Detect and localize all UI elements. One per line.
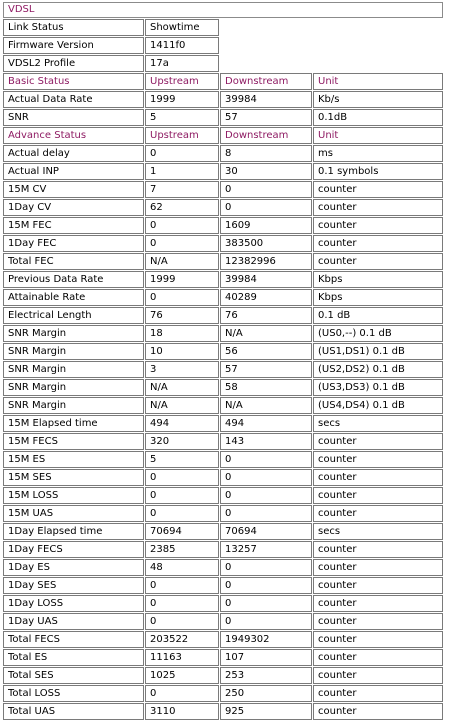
upstream-value: 5 xyxy=(145,451,219,468)
downstream-value: 12382996 xyxy=(220,253,312,270)
info-label: Link Status xyxy=(3,19,144,36)
upstream-value: 62 xyxy=(145,199,219,216)
table-row xyxy=(3,595,443,612)
upstream-value: 7 xyxy=(145,181,219,198)
advance-status-header-downstream: Downstream xyxy=(220,127,312,144)
downstream-value: 925 xyxy=(220,703,312,720)
row-label: Total FEC xyxy=(3,253,144,270)
downstream-value: 0 xyxy=(220,487,312,504)
downstream-value: N/A xyxy=(220,325,312,342)
unit: (US0,--) 0.1 dB xyxy=(313,325,443,342)
row-label: 15M FEC xyxy=(3,217,144,234)
row-label: SNR Margin xyxy=(3,361,144,378)
upstream-value: 203522 xyxy=(145,631,219,648)
row-label: 15M UAS xyxy=(3,505,144,522)
downstream-value: 58 xyxy=(220,379,312,396)
basic-status-header-unit: Unit xyxy=(313,73,443,90)
table-row xyxy=(3,343,443,360)
unit: counter xyxy=(313,505,443,522)
table-row xyxy=(3,415,443,432)
table-row xyxy=(3,649,443,666)
downstream-value: 13257 xyxy=(220,541,312,558)
unit: counter xyxy=(313,181,443,198)
upstream-value: 0 xyxy=(145,595,219,612)
upstream-value: N/A xyxy=(145,379,219,396)
unit: counter xyxy=(313,451,443,468)
title-row xyxy=(3,2,443,18)
row-label: 15M ES xyxy=(3,451,144,468)
basic-status-header-row xyxy=(3,73,443,90)
upstream-value: 0 xyxy=(145,145,219,162)
vdsl-status-table xyxy=(2,1,444,721)
row-label: 15M CV xyxy=(3,181,144,198)
upstream-value: 0 xyxy=(145,469,219,486)
unit: counter xyxy=(313,613,443,630)
row-label: 1Day FEC xyxy=(3,235,144,252)
unit: secs xyxy=(313,415,443,432)
row-label: Actual INP xyxy=(3,163,144,180)
downstream-value: 0 xyxy=(220,451,312,468)
downstream-value: 0 xyxy=(220,199,312,216)
advance-status-header-row xyxy=(3,127,443,144)
empty-cell xyxy=(220,19,443,36)
unit: counter xyxy=(313,253,443,270)
table-row xyxy=(3,361,443,378)
unit: counter xyxy=(313,487,443,504)
table-row xyxy=(3,631,443,648)
downstream-value: 76 xyxy=(220,307,312,324)
info-row-firmware xyxy=(3,37,443,54)
unit: 0.1dB xyxy=(313,109,443,126)
downstream-value: 250 xyxy=(220,685,312,702)
unit: counter xyxy=(313,595,443,612)
basic-status-header-upstream: Upstream xyxy=(145,73,219,90)
info-value: 17a xyxy=(145,55,219,72)
empty-cell xyxy=(220,37,443,54)
unit: counter xyxy=(313,667,443,684)
row-label: SNR Margin xyxy=(3,343,144,360)
row-label: SNR Margin xyxy=(3,397,144,414)
upstream-value: 0 xyxy=(145,685,219,702)
info-value: Showtime xyxy=(145,19,219,36)
unit: (US4,DS4) 0.1 dB xyxy=(313,397,443,414)
downstream-value: 57 xyxy=(220,109,312,126)
downstream-value: 0 xyxy=(220,469,312,486)
row-label: Electrical Length xyxy=(3,307,144,324)
upstream-value: N/A xyxy=(145,397,219,414)
unit: counter xyxy=(313,235,443,252)
row-label: 1Day CV xyxy=(3,199,144,216)
table-row xyxy=(3,703,443,720)
unit: counter xyxy=(313,685,443,702)
table-row xyxy=(3,505,443,522)
table-row xyxy=(3,253,443,270)
table-row xyxy=(3,217,443,234)
unit: counter xyxy=(313,217,443,234)
upstream-value: 0 xyxy=(145,217,219,234)
downstream-value: 253 xyxy=(220,667,312,684)
info-row-profile xyxy=(3,55,443,72)
upstream-value: 48 xyxy=(145,559,219,576)
upstream-value: N/A xyxy=(145,253,219,270)
unit: counter xyxy=(313,433,443,450)
unit: counter xyxy=(313,577,443,594)
row-label: Previous Data Rate xyxy=(3,271,144,288)
info-label: Firmware Version xyxy=(3,37,144,54)
downstream-value: 494 xyxy=(220,415,312,432)
upstream-value: 494 xyxy=(145,415,219,432)
row-label: 1Day ES xyxy=(3,559,144,576)
table-row xyxy=(3,469,443,486)
upstream-value: 18 xyxy=(145,325,219,342)
downstream-value: 57 xyxy=(220,361,312,378)
unit: counter xyxy=(313,649,443,666)
unit: (US2,DS2) 0.1 dB xyxy=(313,361,443,378)
upstream-value: 11163 xyxy=(145,649,219,666)
unit: Kb/s xyxy=(313,91,443,108)
row-label: Actual Data Rate xyxy=(3,91,144,108)
vdsl-status-body xyxy=(3,2,443,720)
table-row xyxy=(3,397,443,414)
upstream-value: 1025 xyxy=(145,667,219,684)
upstream-value: 3110 xyxy=(145,703,219,720)
table-row xyxy=(3,109,443,126)
upstream-value: 0 xyxy=(145,289,219,306)
unit: ms xyxy=(313,145,443,162)
upstream-value: 70694 xyxy=(145,523,219,540)
upstream-value: 0 xyxy=(145,487,219,504)
upstream-value: 10 xyxy=(145,343,219,360)
upstream-value: 5 xyxy=(145,109,219,126)
table-row xyxy=(3,235,443,252)
table-row xyxy=(3,523,443,540)
table-row xyxy=(3,145,443,162)
row-label: 15M LOSS xyxy=(3,487,144,504)
downstream-value: 0 xyxy=(220,595,312,612)
unit: counter xyxy=(313,703,443,720)
advance-status-header-unit: Unit xyxy=(313,127,443,144)
row-label: SNR Margin xyxy=(3,379,144,396)
downstream-value: 40289 xyxy=(220,289,312,306)
upstream-value: 0 xyxy=(145,577,219,594)
downstream-value: 1949302 xyxy=(220,631,312,648)
vdsl-status-panel xyxy=(2,1,444,721)
row-label: Total SES xyxy=(3,667,144,684)
row-label: SNR Margin xyxy=(3,325,144,342)
table-row xyxy=(3,433,443,450)
unit: Kbps xyxy=(313,289,443,306)
downstream-value: 8 xyxy=(220,145,312,162)
table-row xyxy=(3,325,443,342)
row-label: 15M SES xyxy=(3,469,144,486)
unit: counter xyxy=(313,631,443,648)
basic-status-header-downstream: Downstream xyxy=(220,73,312,90)
row-label: 1Day LOSS xyxy=(3,595,144,612)
row-label: SNR xyxy=(3,109,144,126)
advance-status-header-upstream: Upstream xyxy=(145,127,219,144)
downstream-value: 0 xyxy=(220,577,312,594)
downstream-value: 39984 xyxy=(220,91,312,108)
table-row xyxy=(3,91,443,108)
table-row xyxy=(3,271,443,288)
unit: Kbps xyxy=(313,271,443,288)
table-row xyxy=(3,199,443,216)
upstream-value: 76 xyxy=(145,307,219,324)
upstream-value: 0 xyxy=(145,505,219,522)
upstream-value: 1999 xyxy=(145,271,219,288)
downstream-value: 70694 xyxy=(220,523,312,540)
downstream-value: 56 xyxy=(220,343,312,360)
info-row-link-status xyxy=(3,19,443,36)
table-row xyxy=(3,613,443,630)
downstream-value: 383500 xyxy=(220,235,312,252)
downstream-value: 30 xyxy=(220,163,312,180)
row-label: Total LOSS xyxy=(3,685,144,702)
upstream-value: 3 xyxy=(145,361,219,378)
table-row xyxy=(3,181,443,198)
upstream-value: 320 xyxy=(145,433,219,450)
unit: secs xyxy=(313,523,443,540)
row-label: 1Day UAS xyxy=(3,613,144,630)
downstream-value: N/A xyxy=(220,397,312,414)
unit: (US3,DS3) 0.1 dB xyxy=(313,379,443,396)
upstream-value: 1 xyxy=(145,163,219,180)
upstream-value: 0 xyxy=(145,613,219,630)
table-row xyxy=(3,487,443,504)
row-label: 1Day SES xyxy=(3,577,144,594)
upstream-value: 1999 xyxy=(145,91,219,108)
row-label: Actual delay xyxy=(3,145,144,162)
row-label: 15M Elapsed time xyxy=(3,415,144,432)
row-label: Attainable Rate xyxy=(3,289,144,306)
table-row xyxy=(3,289,443,306)
table-row xyxy=(3,559,443,576)
downstream-value: 1609 xyxy=(220,217,312,234)
downstream-value: 0 xyxy=(220,613,312,630)
downstream-value: 0 xyxy=(220,559,312,576)
row-label: 1Day Elapsed time xyxy=(3,523,144,540)
unit: counter xyxy=(313,469,443,486)
upstream-value: 0 xyxy=(145,235,219,252)
advance-status-header-label: Advance Status xyxy=(3,127,144,144)
downstream-value: 143 xyxy=(220,433,312,450)
table-row xyxy=(3,577,443,594)
row-label: Total FECS xyxy=(3,631,144,648)
row-label: 15M FECS xyxy=(3,433,144,450)
row-label: 1Day FECS xyxy=(3,541,144,558)
downstream-value: 0 xyxy=(220,181,312,198)
empty-cell xyxy=(220,55,443,72)
upstream-value: 2385 xyxy=(145,541,219,558)
table-row xyxy=(3,163,443,180)
unit: (US1,DS1) 0.1 dB xyxy=(313,343,443,360)
unit: counter xyxy=(313,541,443,558)
section-title: VDSL xyxy=(3,2,443,18)
row-label: Total ES xyxy=(3,649,144,666)
unit: 0.1 dB xyxy=(313,307,443,324)
unit: 0.1 symbols xyxy=(313,163,443,180)
info-label: VDSL2 Profile xyxy=(3,55,144,72)
row-label: Total UAS xyxy=(3,703,144,720)
unit: counter xyxy=(313,199,443,216)
basic-status-header-label: Basic Status xyxy=(3,73,144,90)
downstream-value: 107 xyxy=(220,649,312,666)
unit: counter xyxy=(313,559,443,576)
table-row xyxy=(3,541,443,558)
downstream-value: 0 xyxy=(220,505,312,522)
downstream-value: 39984 xyxy=(220,271,312,288)
info-value: 1411f0 xyxy=(145,37,219,54)
table-row xyxy=(3,307,443,324)
table-row xyxy=(3,685,443,702)
table-row xyxy=(3,379,443,396)
table-row xyxy=(3,667,443,684)
table-row xyxy=(3,451,443,468)
